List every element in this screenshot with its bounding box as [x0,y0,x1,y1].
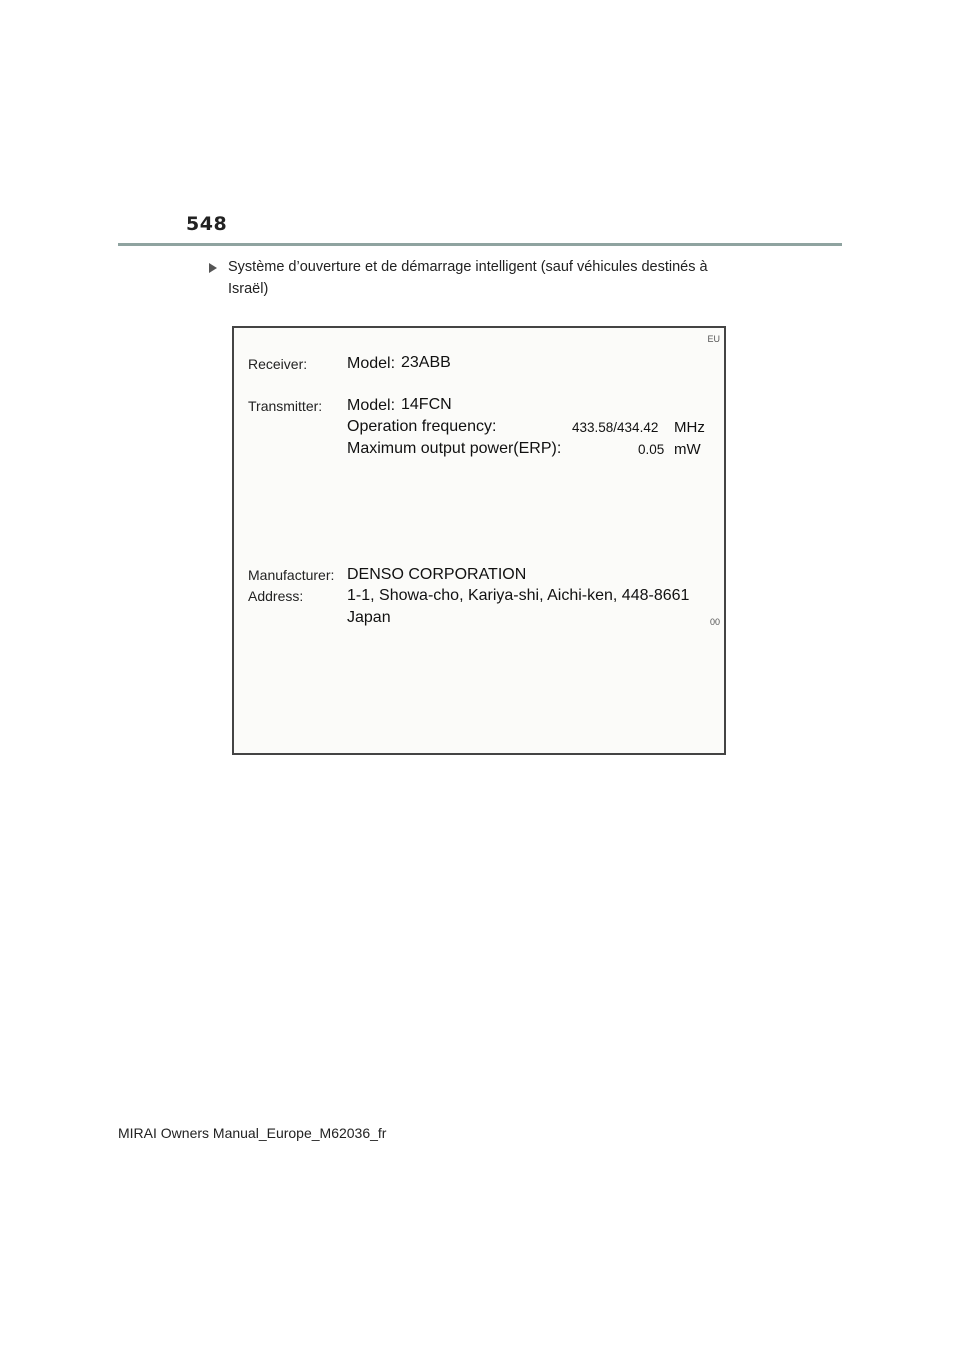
certification-label [232,326,726,755]
frequency-label: Operation frequency: [347,418,497,435]
page-footer: MIRAI Owners Manual_Europe_M62036_fr [118,1125,387,1141]
frequency-unit: MHz [674,419,705,436]
frequency-value: 433.58/434.42 [572,420,659,435]
address-line-2: Japan [347,609,391,626]
receiver-model-value: 23ABB [401,354,451,371]
header-rule [118,243,842,246]
manufacturer-value: DENSO CORPORATION [347,566,527,583]
power-value: 0.05 [638,442,665,457]
page-number: 548 [186,213,228,235]
power-unit: mW [674,441,701,458]
address-label: Address: [248,588,304,604]
transmitter-model-label: Model: [347,397,396,414]
section-bullet [209,256,729,300]
receiver-model-label: Model: [347,355,396,372]
receiver-label: Receiver: [248,356,308,372]
corner-mark-top: EU [707,334,720,344]
corner-mark-right: 00 [709,617,720,627]
manufacturer-label: Manufacturer: [248,567,335,583]
address-line-1: 1-1, Showa-cho, Kariya-shi, Aichi-ken, 448-8661 [347,587,690,604]
triangle-bullet-icon [209,263,217,273]
transmitter-model-value: 14FCN [401,396,452,413]
power-label: Maximum output power(ERP): [347,440,562,457]
transmitter-label: Transmitter: [248,398,323,414]
bullet-text: Système d’ouverture et de démarrage intelligent (sauf véhicules destinés à Israël) [228,259,708,297]
